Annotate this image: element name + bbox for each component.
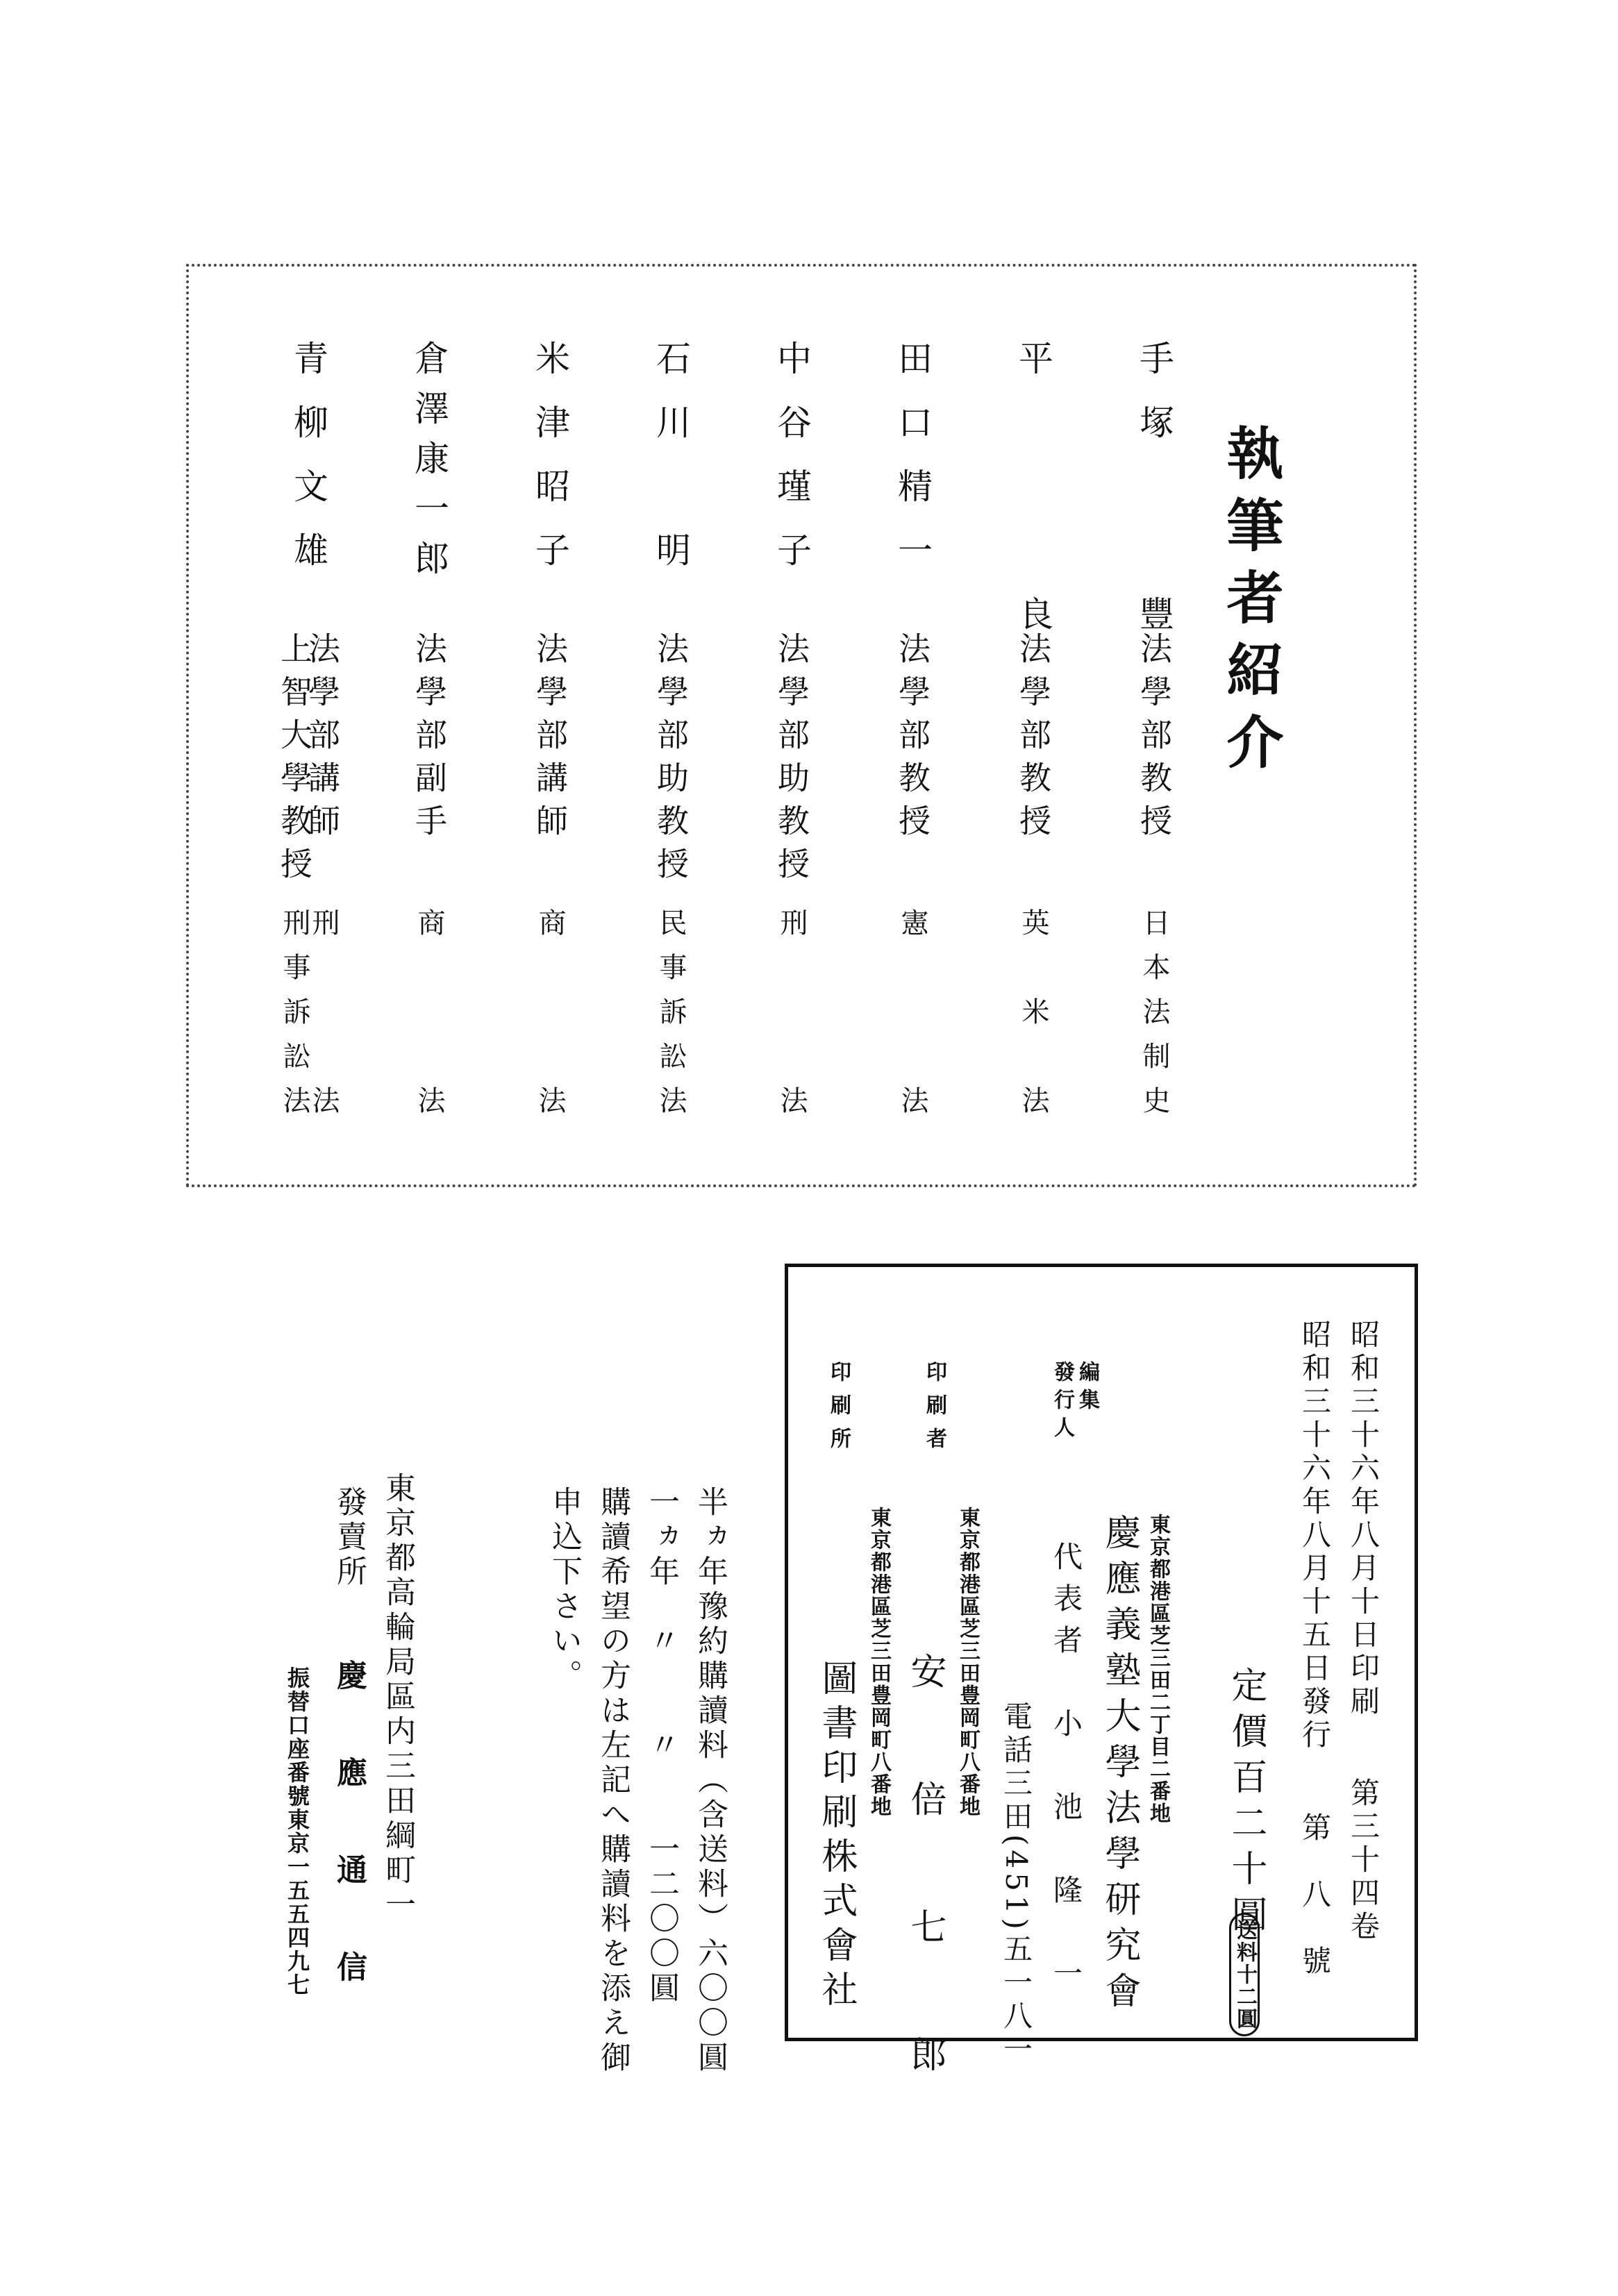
postage-note: 送料十二圓 bbox=[1229, 1913, 1260, 2036]
contributor-title: 法學部教授 bbox=[1015, 632, 1052, 847]
contributor-subject: 商 法 bbox=[413, 908, 445, 1130]
contributor-title: 法學部教授 bbox=[894, 632, 931, 847]
contributor-name: 中谷瑾子 bbox=[772, 340, 812, 596]
phone-number: 電話三田(451)五一八一 bbox=[999, 1701, 1033, 2067]
contributor-entry bbox=[1006, 0, 1061, 1180]
contributor-entry bbox=[643, 0, 699, 1180]
contributor-name: 石川 明 bbox=[651, 340, 691, 596]
editor-representative: 代表者 小 池 隆 一 bbox=[1049, 1541, 1083, 2000]
contributor-subject-secondary: 刑事訴訟法 bbox=[278, 908, 310, 1130]
issue-date: 昭和三十六年八月十五日發行 bbox=[1298, 1319, 1332, 1752]
contributor-name: 倉澤康一郎 bbox=[409, 340, 449, 590]
contributor-subject: 憲 法 bbox=[896, 908, 928, 1130]
subscription-note-cont: 申込下さい。 bbox=[547, 1486, 582, 1694]
press-name: 圖書印刷株式會社 bbox=[815, 1659, 857, 2015]
sales-name: 慶 應 通 信 bbox=[331, 1659, 367, 2000]
editor-organization: 慶應義塾大學法學研究會 bbox=[1099, 1514, 1140, 2018]
printer-address: 東京都港區芝三田豊岡町八番地 bbox=[956, 1507, 980, 1818]
sales-address: 東京都高輪局區内三田綱町一 bbox=[380, 1472, 415, 1923]
sales-account: 振替口座番號東京一五五四九七 bbox=[284, 1666, 310, 1997]
subscription-half-year: 半ヵ年豫約購讀料（含送料）六〇〇圓 bbox=[692, 1486, 728, 2076]
contributor-entry bbox=[276, 0, 341, 1180]
issue-number: 第 八 號 bbox=[1298, 1812, 1332, 1979]
contributor-subject: 英 米 法 bbox=[1017, 908, 1049, 1130]
contributor-subject: 民事訴訟法 bbox=[655, 908, 687, 1130]
contributor-name: 平 良 bbox=[1013, 340, 1053, 660]
contributor-subject: 日本法制史 bbox=[1138, 908, 1170, 1130]
contributor-entry bbox=[1126, 0, 1182, 1180]
contributor-title: 法學部副手 bbox=[410, 632, 448, 847]
volume-number: 第三十四卷 bbox=[1346, 1777, 1381, 1944]
price: 定價百二十圓 bbox=[1225, 1666, 1267, 1941]
contributor-subject: 刑 法 bbox=[308, 908, 340, 1130]
contributor-title: 法學部講師 bbox=[531, 632, 569, 847]
contributor-entry bbox=[764, 0, 819, 1180]
contributor-name: 田口精一 bbox=[892, 340, 933, 596]
sales-label: 發賣所 bbox=[331, 1486, 367, 1590]
printer-name: 安 倍 七 郎 bbox=[904, 1652, 946, 2100]
contributor-name: 米津昭子 bbox=[530, 340, 570, 596]
contributor-title: 法學部助教授 bbox=[773, 632, 810, 890]
contributor-title: 法學部講師 bbox=[303, 632, 341, 847]
contributor-title-secondary: 上智大學教授 bbox=[276, 632, 313, 890]
press-address: 東京都港區芝三田豊岡町八番地 bbox=[867, 1507, 891, 1818]
subscription-note: 購讀希望の方は左記へ購讀料を添え御 bbox=[595, 1486, 631, 2076]
contributor-name: 青柳文雄 bbox=[288, 340, 328, 596]
editor-label: 編集 bbox=[1075, 1361, 1099, 1416]
subscription-one-year: 一ヵ年 〃 〃 一二〇〇圓 bbox=[644, 1486, 679, 2006]
contributor-entry bbox=[401, 0, 457, 1180]
printer-label: 印刷者 bbox=[922, 1361, 946, 1461]
press-label: 印刷所 bbox=[826, 1361, 851, 1461]
contributor-subject: 刑 法 bbox=[776, 908, 808, 1130]
print-date: 昭和三十六年八月十日印刷 bbox=[1346, 1319, 1381, 1719]
publisher-label: 發行人 bbox=[1050, 1361, 1074, 1444]
contributors-heading: 執筆者紹介 bbox=[1217, 424, 1284, 785]
contributor-subject: 商 法 bbox=[534, 908, 566, 1130]
editor-address: 東京都港區芝三田二丁目二番地 bbox=[1146, 1514, 1170, 1825]
contributor-title: 法學部教授 bbox=[1135, 632, 1173, 847]
contributor-name: 手塚 豐 bbox=[1134, 340, 1174, 660]
contributor-entry bbox=[885, 0, 940, 1180]
contributor-entry bbox=[522, 0, 578, 1180]
contributor-title: 法學部助教授 bbox=[652, 632, 690, 890]
